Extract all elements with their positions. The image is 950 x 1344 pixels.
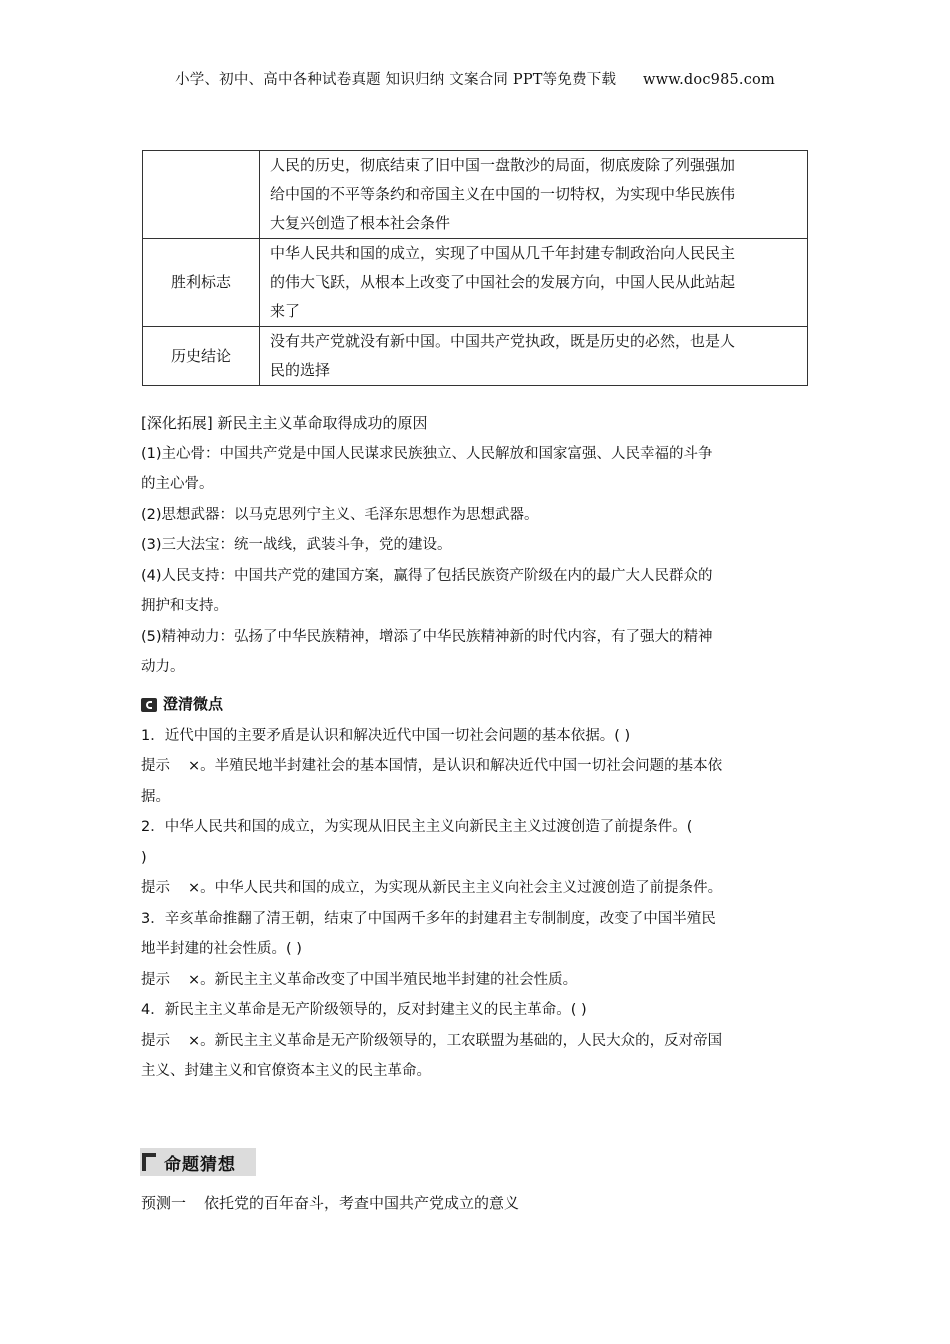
row-line: 民的选择 xyxy=(270,361,331,379)
section-c-icon xyxy=(141,698,157,712)
extension-line: 的主心骨。 xyxy=(141,476,214,492)
row-line: 没有共产党就没有新中国。中国共产党执政，既是历史的必然，也是人 xyxy=(270,332,736,350)
hint-label: 提示 xyxy=(141,880,170,896)
extension-line: (2)思想武器：以马克思列宁主义、毛泽东思想作为思想武器。 xyxy=(141,506,539,523)
row-key: 历史结论 xyxy=(143,327,260,386)
row-value xyxy=(260,239,808,327)
hint-text: ×。中华人民共和国的成立，为实现从新民主主义向社会主义过渡创造了前提条件。 xyxy=(188,880,723,896)
extension-line: (1)主心骨：中国共产党是中国人民谋求民族独立、人民解放和国家富强、人民幸福的斗争 xyxy=(141,445,713,462)
prediction-line xyxy=(141,1192,519,1213)
hint-text: ×。新民主主义革命是无产阶级领导的，工农联盟为基础的，人民大众的，反对帝国 xyxy=(188,1032,723,1049)
prediction-label: 预测一 xyxy=(141,1194,187,1212)
row-key: 胜利标志 xyxy=(143,239,260,327)
extension-line: (3)三大法宝：统一战线，武装斗争，党的建设。 xyxy=(141,537,452,553)
main-content xyxy=(141,408,811,1087)
banner-corner-icon xyxy=(142,1153,156,1171)
question-line: ) xyxy=(141,849,147,866)
row-value xyxy=(260,151,808,239)
row-value xyxy=(260,327,808,386)
hint-label: 提示 xyxy=(141,1032,170,1049)
question-line: 地半封建的社会性质。( ) xyxy=(141,941,302,957)
hint-label: 提示 xyxy=(141,758,170,774)
hint-label: 提示 xyxy=(141,971,170,988)
row-line: 人民的历史，彻底结束了旧中国一盘散沙的局面，彻底废除了列强强加 xyxy=(270,156,736,174)
hint-line xyxy=(141,751,811,782)
hint-line: 据。 xyxy=(141,788,170,805)
hint-line xyxy=(141,965,811,996)
summary-table xyxy=(142,150,808,386)
clarify-heading xyxy=(141,689,811,721)
question-line: 4．新民主主义革命是无产阶级领导的，反对封建主义的民主革命。( ) xyxy=(141,1002,587,1018)
section-banner xyxy=(140,1148,256,1176)
row-line: 给中国的不平等条约和帝国主义在中国的一切特权，为实现中华民族伟 xyxy=(270,185,736,203)
hint-line xyxy=(141,873,811,904)
table-row xyxy=(143,239,808,327)
hint-line: 主义、封建主义和官僚资本主义的民主革命。 xyxy=(141,1063,431,1079)
banner-title: 命题猜想 xyxy=(164,1154,236,1175)
extension-line: 拥护和支持。 xyxy=(141,598,228,614)
header-text: 小学、初中、高中各种试卷真题 知识归纳 文案合同 PPT等免费下载 xyxy=(175,72,617,88)
row-line: 中华人民共和国的成立，实现了中国从几千年封建专制政治向人民民主 xyxy=(270,244,736,262)
extension-line: 动力。 xyxy=(141,659,185,675)
extension-title: [深化拓展] 新民主主义革命取得成功的原因 xyxy=(141,414,428,432)
header-site[interactable]: www.doc985.com xyxy=(642,72,775,88)
hint-line xyxy=(141,1026,811,1057)
page-header xyxy=(0,68,950,89)
clarify-title: 澄清微点 xyxy=(163,695,224,714)
row-line: 来了 xyxy=(270,302,301,320)
extension-line: (5)精神动力：弘扬了中华民族精神，增添了中华民族精神新的时代内容，有了强大的精神 xyxy=(141,628,713,645)
prediction-text: 依托党的百年奋斗，考查中国共产党成立的意义 xyxy=(204,1194,520,1212)
table-row xyxy=(143,151,808,239)
extension-line: (4)人民支持：中国共产党的建国方案，赢得了包括民族资产阶级在内的最广大人民群众的 xyxy=(141,567,713,584)
question-line: 3．辛亥革命推翻了清王朝，结束了中国两千多年的封建君主专制制度，改变了中国半殖民 xyxy=(141,910,716,927)
hint-text: ×。半殖民地半封建社会的基本国情，是认识和解决近代中国一切社会问题的基本依 xyxy=(188,758,723,774)
row-line: 大复兴创造了根本社会条件 xyxy=(270,214,451,232)
question-line: 1．近代中国的主要矛盾是认识和解决近代中国一切社会问题的基本依据。( ) xyxy=(141,727,631,744)
table-row xyxy=(143,327,808,386)
hint-text: ×。新民主主义革命改变了中国半殖民地半封建的社会性质。 xyxy=(188,971,578,988)
question-line: 2．中华人民共和国的成立，为实现从旧民主主义向新民主主义过渡创造了前提条件。( xyxy=(141,819,693,835)
row-line: 的伟大飞跃，从根本上改变了中国社会的发展方向，中国人民从此站起 xyxy=(270,273,736,291)
row-key xyxy=(143,151,260,239)
